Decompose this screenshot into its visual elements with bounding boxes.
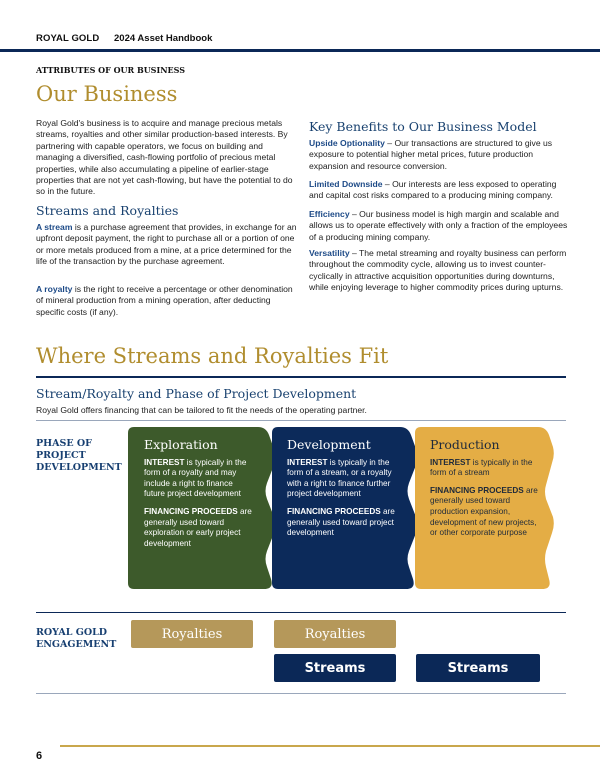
royalty-lead: A royalty xyxy=(36,284,73,294)
fit-title: Where Streams and Royalties Fit xyxy=(36,344,389,368)
interest-lead: INTEREST xyxy=(287,457,328,467)
interest-lead: INTEREST xyxy=(430,457,471,467)
royalty-definition xyxy=(36,284,298,318)
divider xyxy=(36,612,566,613)
divider xyxy=(36,693,566,694)
financing-text: are generally used toward project development xyxy=(287,506,395,538)
production-interest xyxy=(430,458,538,479)
streams-badge-development: Streams xyxy=(274,654,396,682)
development-financing xyxy=(287,507,397,539)
benefit-item xyxy=(309,179,571,202)
royalties-badge-exploration: Royalties xyxy=(131,620,253,648)
stream-text: is a purchase agreement that provides, in exchange for an upfront deposit payment, the right to purchase all or a portion of one or more metals produced from a mine, at a price determined for the life of the transaction by the purchase agreement. xyxy=(36,222,297,267)
divider xyxy=(36,420,566,421)
interest-text: is typically in the form of a stream xyxy=(430,457,533,478)
development-card xyxy=(287,437,397,546)
benefit-lead: Upside Optionality xyxy=(309,138,385,148)
benefit-lead: Efficiency xyxy=(309,209,350,219)
benefit-text: – Our interests are less exposed to operating and capital cost risks compared to a producing mining company. xyxy=(309,179,557,201)
production-title: Production xyxy=(430,437,500,452)
engagement-row-label: ROYAL GOLD ENGAGEMENT xyxy=(36,627,117,650)
development-interest xyxy=(287,458,397,500)
interest-lead: INTEREST xyxy=(144,457,185,467)
brand-name: ROYAL GOLD xyxy=(36,33,100,44)
exploration-title: Exploration xyxy=(144,437,218,452)
document-title: 2024 Asset Handbook xyxy=(114,33,213,44)
benefit-text: – Our business model is high margin and scalable and allows us to operate effectively with only a fraction of the employees of a producing mining company. xyxy=(309,209,568,242)
fit-intro: Royal Gold offers financing that can be tailored to fit the needs of the operating partner. xyxy=(36,405,367,415)
page-number: 6 xyxy=(36,750,43,762)
our-business-intro: Royal Gold's business is to acquire and manage precious metals streams, royalties and other similar production-based interests. By partnering with capable operators, we focus on building and managing a diversified, cash-flowing portfolio of precious metal properties, while also accumulating a pipeline of earlier-stage properties that are not yet cash-flowing, but have the potential to do so in the future. xyxy=(36,118,293,197)
fit-subheading: Stream/Royalty and Phase of Project Development xyxy=(36,386,357,401)
financing-lead: FINANCING PROCEEDS xyxy=(430,485,524,495)
phase-row-label: PHASE OF PROJECT DEVELOPMENT xyxy=(36,438,122,473)
header-rule xyxy=(0,49,600,52)
benefit-lead: Limited Downside xyxy=(309,179,383,189)
benefit-item xyxy=(309,248,571,294)
production-card xyxy=(430,437,538,546)
development-title: Development xyxy=(287,437,371,452)
benefit-item xyxy=(309,209,571,243)
streams-badge-production: Streams xyxy=(416,654,540,682)
production-financing xyxy=(430,486,538,539)
interest-text: is typically in the form of a stream, or a royalty with a right to finance further project development xyxy=(287,457,392,499)
exploration-card xyxy=(144,437,254,556)
footer-rule xyxy=(60,745,600,747)
exploration-interest xyxy=(144,458,254,500)
financing-text: are generally used toward production expansion, development of new projects, or other corporate purpose xyxy=(430,485,538,538)
benefit-text: – The metal streaming and royalty business can perform throughout the commodity cycle, allowing us to invest counter-cyclically in attractive acquisition opportunities during downturns, while enjoying leverage to higher commodity prices during upturns. xyxy=(309,248,567,293)
exploration-financing xyxy=(144,507,254,549)
financing-lead: FINANCING PROCEEDS xyxy=(144,506,238,516)
section-rule xyxy=(36,376,566,378)
stream-definition xyxy=(36,222,298,268)
benefit-lead: Versatility xyxy=(309,248,350,258)
royalty-text: is the right to receive a percentage or other denomination of mineral production from a mining operation, after deducting specific costs (if any). xyxy=(36,284,293,317)
royalties-badge-development: Royalties xyxy=(274,620,396,648)
key-benefits-heading: Key Benefits to Our Business Model xyxy=(309,119,537,134)
stream-lead: A stream xyxy=(36,222,73,232)
our-business-title: Our Business xyxy=(36,82,178,106)
financing-text: are generally used toward exploration or early project development xyxy=(144,506,252,548)
streams-royalties-heading: Streams and Royalties xyxy=(36,203,179,218)
interest-text: is typically in the form of a royalty and may include a right to finance future project development xyxy=(144,457,247,499)
benefit-text: – Our transactions are structured to give us exposure to potential higher metal prices, future production expansion and resource conversion. xyxy=(309,138,553,171)
financing-lead: FINANCING PROCEEDS xyxy=(287,506,381,516)
benefit-item xyxy=(309,138,571,172)
section-label: ATTRIBUTES OF OUR BUSINESS xyxy=(36,65,185,75)
